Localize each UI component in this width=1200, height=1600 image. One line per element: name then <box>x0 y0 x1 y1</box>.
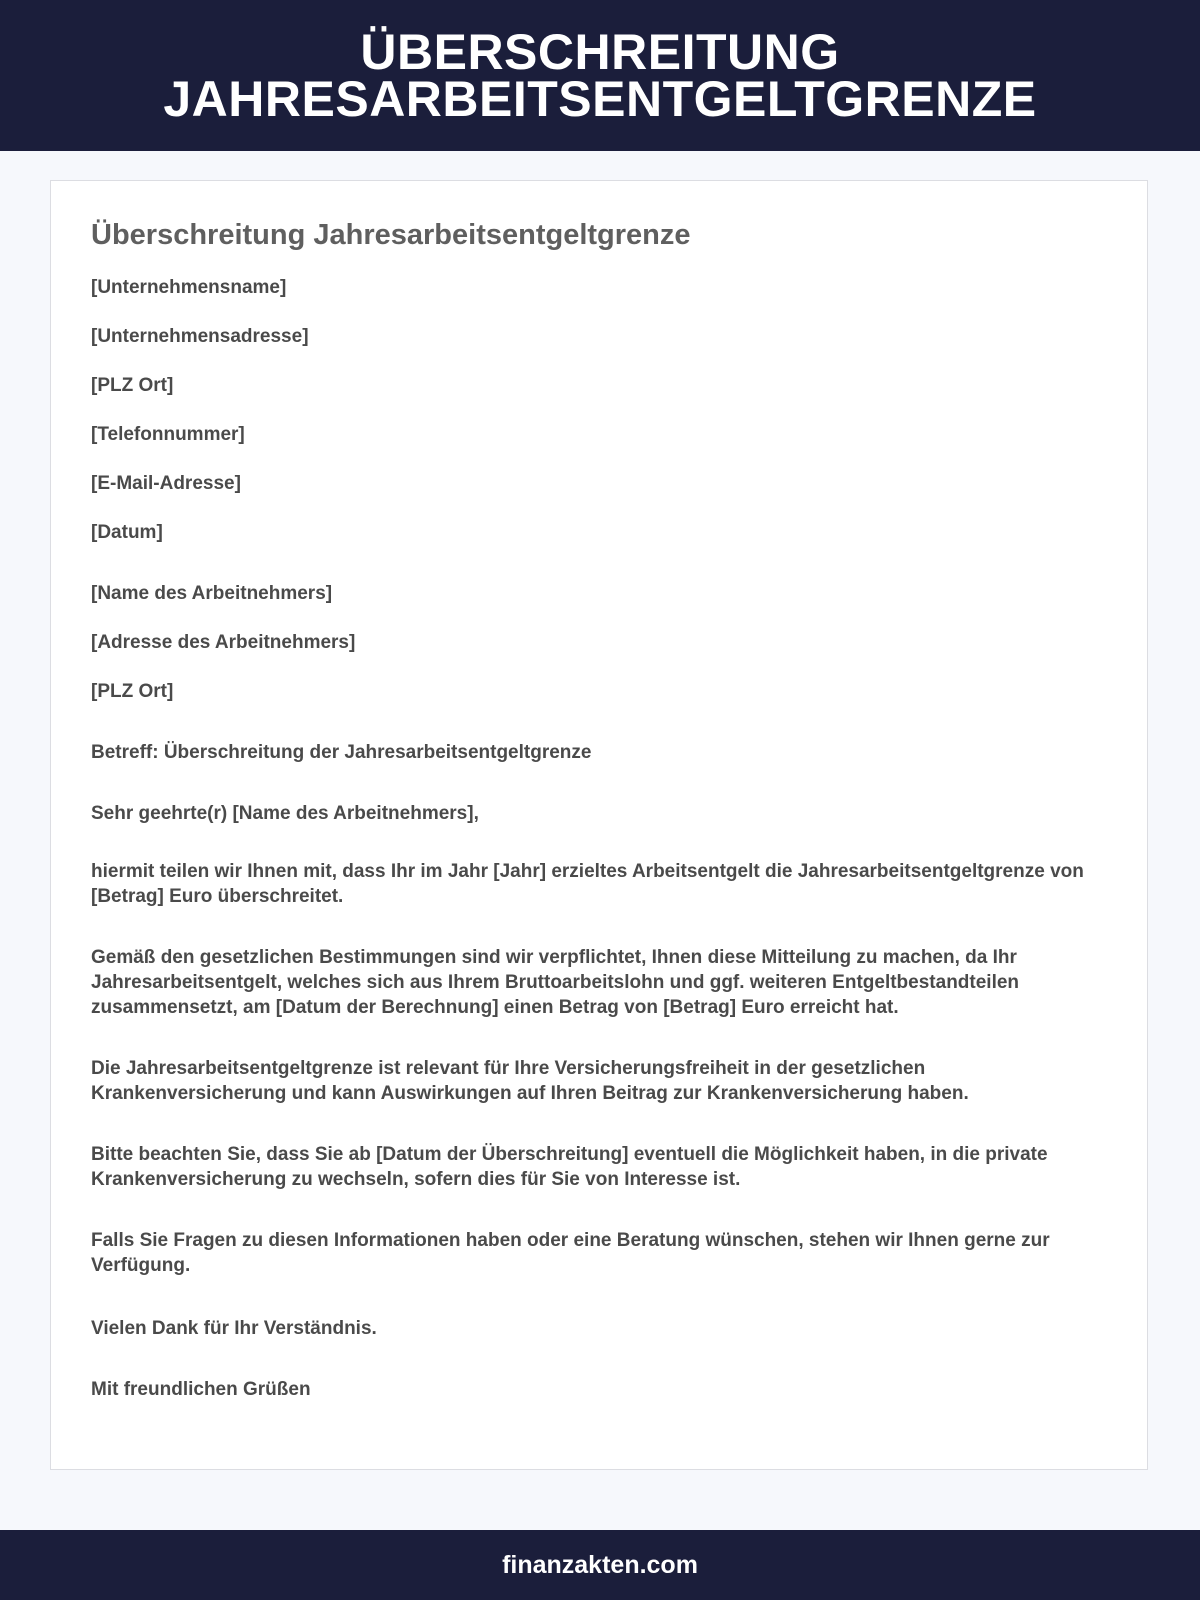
sender-zip-city: [PLZ Ort] <box>91 375 174 396</box>
letter-thanks: Vielen Dank für Ihr Verständnis. <box>91 1318 377 1339</box>
footer-site-name: finanzakten.com <box>502 1550 698 1579</box>
recipient-zip-city: [PLZ Ort] <box>91 681 174 702</box>
sender-company-address: [Unternehmensadresse] <box>91 326 309 347</box>
letter-paragraph: Die Jahresarbeitsentgeltgrenze ist relevant für Ihre Versicherungsfreiheit in der gesetzlichen Krankenversicherung und kann Auswirkungen auf Ihren Beitrag zur Krankenversicherung haben. <box>91 1058 969 1104</box>
sender-company-name: [Unternehmensname] <box>91 277 287 298</box>
letter-subject: Betreff: Überschreitung der Jahresarbeitsentgeltgrenze <box>91 742 592 763</box>
letter-paragraph: Gemäß den gesetzlichen Bestimmungen sind wir verpflichtet, Ihnen diese Mitteilung zu machen, da Ihr Jahresarbeitsentgelt, welches sich aus Ihrem Bruttoarbeitslohn und ggf. weiteren Entgeltbestandteilen zusammensetzt, am [Datum der Berechnung] einen Betrag von [Betrag] Euro erreicht hat. <box>91 947 1020 1018</box>
page-title: ÜBERSCHREITUNG JAHRESARBEITSENTGELTGRENZE <box>163 23 1037 127</box>
letter-date: [Datum] <box>91 522 163 543</box>
letter-card <box>50 180 1148 1470</box>
letter-title: Überschreitung Jahresarbeitsentgeltgrenze <box>91 219 691 251</box>
letter-paragraph: Falls Sie Fragen zu diesen Informationen haben oder eine Beratung wünschen, stehen wir Ihnen gerne zur Verfügung. <box>91 1230 1050 1276</box>
sender-email: [E-Mail-Adresse] <box>91 473 241 494</box>
letter-paragraph: Bitte beachten Sie, dass Sie ab [Datum der Überschreitung] eventuell die Möglichkeit haben, in die private Krankenversicherung zu wechseln, sofern dies für Sie von Interesse ist. <box>91 1144 1048 1190</box>
page-header <box>0 0 1200 151</box>
letter-paragraph: hiermit teilen wir Ihnen mit, dass Ihr im Jahr [Jahr] erzieltes Arbeitsentgelt die Jahresarbeitsentgeltgrenze von [Betrag] Euro überschreitet. <box>91 861 1084 907</box>
recipient-address: [Adresse des Arbeitnehmers] <box>91 632 356 653</box>
letter-closing: Mit freundlichen Grüßen <box>91 1379 311 1400</box>
recipient-name: [Name des Arbeitnehmers] <box>91 583 333 604</box>
letter-salutation: Sehr geehrte(r) [Name des Arbeitnehmers], <box>91 803 479 824</box>
sender-phone: [Telefonnummer] <box>91 424 245 445</box>
page-footer <box>0 1530 1200 1600</box>
